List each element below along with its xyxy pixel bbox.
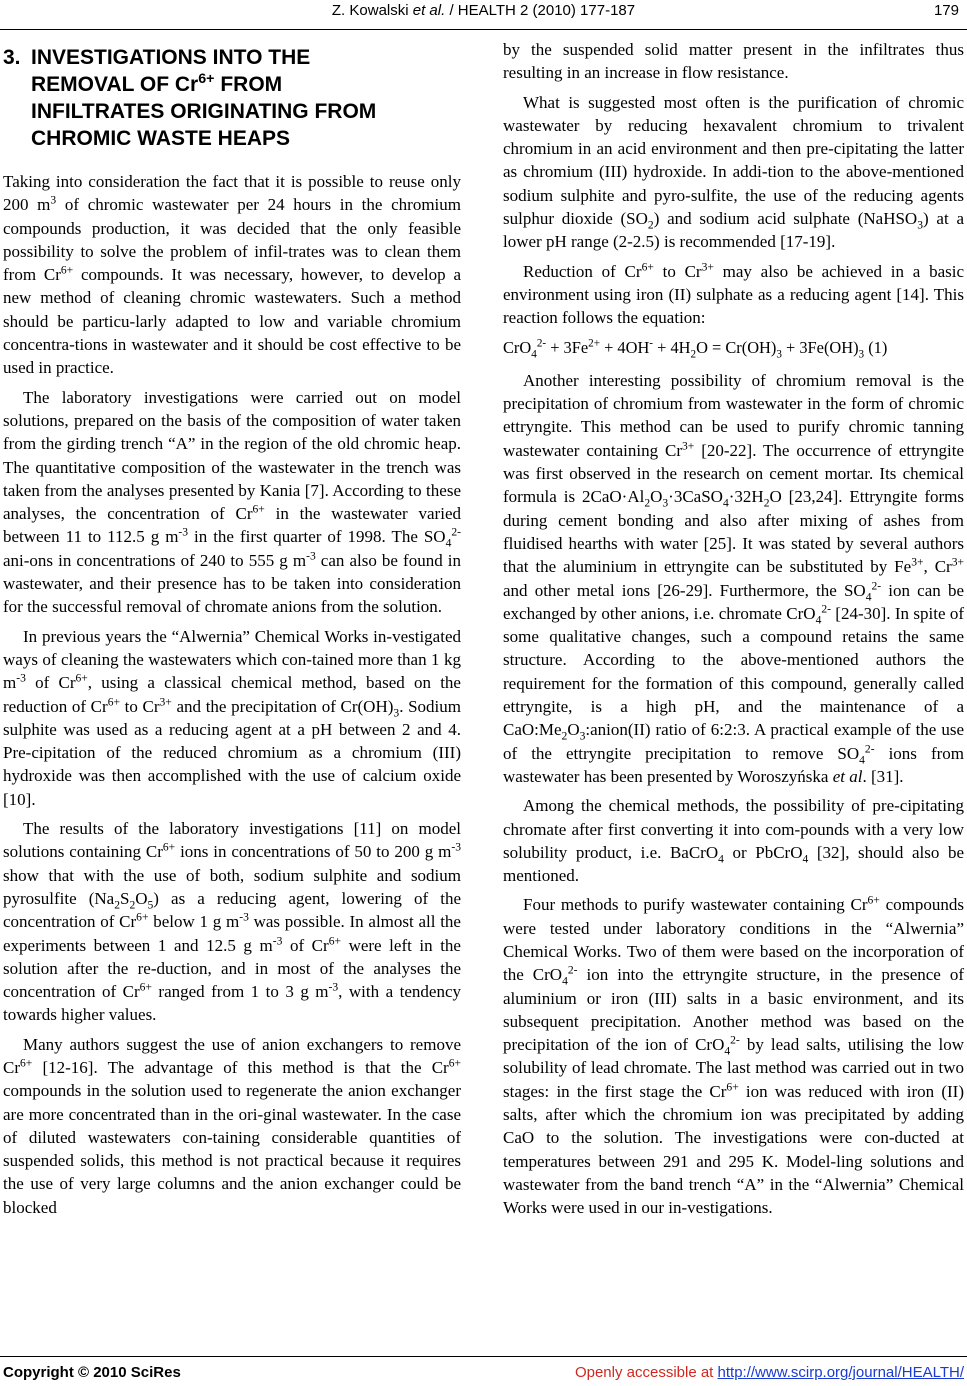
superscript: 3 — [50, 193, 57, 207]
paragraph — [503, 91, 964, 254]
subscript: 4 — [815, 613, 822, 627]
subscript: 4 — [724, 1044, 731, 1058]
text: by lead salts, utilising the low solubility of lead chromate. The last method was carried out in two stages: in the first stage the Cr — [503, 1035, 964, 1101]
paragraph — [3, 625, 461, 811]
paragraph — [503, 893, 964, 1219]
text: Among the chemical methods, the possibility of pre-cipitating chromate after first converting it into com-pounds with a very low solubility product, i.e. BaCrO — [503, 796, 964, 862]
subscript: 3 — [662, 496, 669, 510]
text: can also be found in wastewater, and their presence has to be taken into consideration for the successful removal of chromate anions from the solution. — [3, 550, 461, 617]
subscript: 3 — [393, 705, 400, 719]
text: O — [135, 888, 148, 908]
superscript: 6+ — [20, 1056, 33, 1070]
superscript: 2- — [821, 602, 831, 616]
text: compounds. It was necessary, however, to develop a new method of cleaning chromic wastewaters. Such a method should be particu-larly adapted to low and variable chromium concentra-tions in wastewater and it should be cost effective to be used in practice. — [3, 265, 461, 378]
text: of Cr — [282, 935, 329, 955]
right-column — [503, 38, 964, 1226]
paragraph — [3, 1033, 461, 1219]
superscript: -3 — [306, 549, 316, 563]
text: :anion(II) ratio of 6:2:3. A practical example of the use of the ettryngite precipitation to remove SO — [503, 720, 964, 763]
superscript: 6+ — [198, 71, 215, 87]
text: or PbCrO — [723, 842, 803, 862]
journal-citation: / HEALTH 2 (2010) 177-187 — [445, 2, 636, 19]
text: of chromic wastewater per 24 hours in the chromium compounds production, it was decided that the only feasible possibility to solve the problem of infil-trates was to clean them from Cr — [3, 195, 461, 285]
superscript: 2+ — [588, 337, 600, 350]
superscript: 6+ — [107, 694, 120, 708]
superscript: 6+ — [136, 910, 149, 924]
section-number: 3. — [3, 46, 21, 69]
superscript: 2- — [536, 337, 547, 350]
text: by the suspended solid matter present in the infiltrates thus resulting in an increase in flow resistance. — [503, 40, 964, 83]
text: What is suggested most often is the purification of chromic wastewater by reducing hexavalent chromium to trivalent chromium in an acid environment and then pre-cipitating the latter as chromium (III) hydroxide. In addi-tion to the above-mentioned sodium sulphite and pyro-sulfite, the use of the reducing agents sulphur dioxide (SO — [503, 92, 964, 229]
text: O — [650, 487, 663, 507]
superscript: 2- — [730, 1033, 740, 1047]
header-divider — [0, 29, 967, 30]
text: in the wastewater varied between 11 to 112.5 g m — [3, 504, 461, 547]
text: + 3Fe — [546, 337, 589, 357]
subscript: 2 — [129, 898, 136, 912]
subscript: 2 — [647, 218, 654, 232]
text: The laboratory investigations were carried out on model solutions, prepared on the basis of the composition of water taken from the girding trench “A” in the region of the old chromic heap. The quantitative composition of the wastewater in the trench was taken from the analyses presented by Kania [7]. According to these analyses, the concentration of Cr — [3, 387, 461, 524]
running-header-citation — [0, 2, 967, 19]
text: [24-30]. In spite of some qualitative changes, such a compound retains the same structure. According to the above-mentioned authors the requirement for the formation of this compound, generally called ettryngite, is a high pH, and the maintenance of a CaO:Me — [503, 603, 964, 740]
left-column — [3, 40, 461, 1225]
text: + 4OH — [599, 337, 650, 357]
superscript: -3 — [272, 933, 283, 947]
text: to Cr — [119, 696, 160, 716]
superscript: 2- — [567, 963, 578, 977]
superscript: 6+ — [60, 263, 74, 277]
text: may also be achieved in a basic environment using iron (II) sulphate as a reducing agent [14]. This reaction follows the equation: — [503, 261, 964, 328]
superscript: 3+ — [911, 555, 924, 569]
authors: Z. Kowalski — [331, 2, 413, 19]
section-title-text: INVESTIGATIONS INTO THE — [31, 46, 311, 69]
equation-number: (1) — [864, 337, 888, 357]
text: below 1 g m — [148, 912, 240, 932]
paragraph — [503, 38, 964, 85]
text: Taking into consideration the fact that it is possible to reuse only 200 m — [3, 172, 461, 215]
superscript: 3+ — [951, 555, 964, 569]
subscript: 4 — [445, 536, 452, 550]
superscript: 3+ — [701, 260, 714, 274]
subscript: 2 — [763, 496, 770, 510]
text: S — [119, 888, 130, 908]
text: to Cr — [653, 261, 702, 281]
superscript: -3 — [178, 525, 189, 539]
text: [20-22]. The occurrence of ettryngite was first observed in the research on cement mortar. Its chemical formula is 2CaO·Al — [503, 440, 964, 507]
superscript: 6+ — [75, 671, 88, 685]
text: and other metal ions [26-29]. Furthermore, the SO — [503, 580, 866, 600]
text: in the first quarter of 1998. The SO — [188, 527, 446, 547]
text: ion into the ettryngite structure, in the presence of aluminium or iron (III) salts in a basic environment, and its subsequent precipitation. Another method was based on the precipitation of the ion of CrO — [503, 965, 965, 1055]
paragraph — [503, 369, 964, 788]
text: ranged from 1 to 3 g m — [151, 982, 329, 1002]
page-footer — [0, 1360, 967, 1386]
text: O [23,24]. Ettryngite forms during cement bonding and also after mixing of ashes from fluidised hearths with water [25]. It was stated by several authors that the aluminium in ettryngite can be substituted by Fe — [503, 487, 964, 577]
text: . Sodium sulphite was used as a reducing agent at a pH between 2 and 4. Pre-cipitation of the reduced chromium as a chromium (III) hydroxide was then accomplished with the use of calcium oxide [10]. — [3, 696, 461, 809]
superscript: 2- — [864, 741, 875, 755]
superscript: -3 — [451, 840, 461, 854]
text: and the precipitation of Cr(OH) — [171, 696, 394, 716]
journal-link[interactable]: http://www.scirp.org/journal/HEALTH/ — [717, 1364, 964, 1381]
equation-1 — [503, 336, 964, 359]
text: , Cr — [923, 557, 952, 577]
text: The results of the laboratory investigations [11] on model solutions containing Cr — [3, 819, 461, 862]
text: compounds in the solution used to regenerate the anion exchanger are more concentrated than in the ori-ginal wastewater. In the case of diluted wastewaters con-taining considerable quantities of suspended solids, this method is not practical because it requires the use of very large columns and the anion exchanger could be blocked — [3, 1081, 461, 1217]
section-title-text: REMOVAL OF Cr — [31, 73, 199, 96]
subscript: 4 — [722, 496, 729, 510]
footer-divider — [0, 1356, 967, 1357]
paragraph — [503, 260, 964, 330]
section-heading-line-1 — [3, 44, 461, 71]
section-heading — [3, 44, 461, 152]
text: show that with the use of both, sodium sulphite and sodium pyrosulfite (Na — [3, 865, 461, 908]
subscript: 2 — [114, 898, 120, 912]
superscript: 6+ — [726, 1080, 739, 1094]
text: [12-16]. The advantage of this method is that the Cr — [32, 1057, 449, 1077]
superscript: -3 — [328, 980, 339, 994]
text: ·3CaSO — [668, 487, 723, 507]
text: ion can be exchanged by other anions, i.e. chromate CrO — [503, 580, 964, 623]
open-access-notice — [575, 1364, 964, 1381]
text: ) and sodium acid sulphate (NaHSO — [653, 209, 918, 229]
text: ·32H — [728, 487, 764, 507]
text: + 4H — [653, 337, 691, 357]
superscript: 6+ — [162, 840, 176, 854]
paragraph — [3, 170, 461, 380]
text: ) as a reducing agent, lowering of the concentration of Cr — [3, 888, 461, 932]
subscript: 2 — [644, 496, 651, 510]
text: compounds were tested under laboratory conditions in the “Alwernia” Chemical Works. Two of them were based on the incorporation of the CrO — [503, 895, 964, 985]
subscript: 3 — [776, 347, 782, 360]
text: ions from wastewater has been presented by Woroszyńska — [503, 743, 965, 786]
superscript: 6+ — [641, 260, 654, 274]
text: In previous years the “Alwernia” Chemical Works in-vestigated ways of cleaning the wastewaters which con-tained more than 1 kg m — [3, 626, 461, 693]
text: [32], should also be mentioned. — [503, 842, 964, 886]
superscript: - — [649, 337, 654, 350]
superscript: 2- — [871, 578, 882, 592]
text: ) at a lower pH range (2-2.5) is recommended [17-19]. — [503, 209, 964, 252]
paragraph — [3, 386, 461, 619]
text: , using a classical chemical method, based on the reduction of Cr — [3, 673, 461, 716]
running-header — [0, 0, 967, 32]
page-number: 179 — [933, 2, 959, 19]
subscript: 4 — [865, 589, 872, 603]
subscript: 4 — [531, 347, 537, 360]
superscript: 3+ — [159, 694, 172, 708]
superscript: 6+ — [448, 1056, 461, 1070]
superscript: 6+ — [867, 893, 880, 907]
text: . [31]. — [862, 766, 904, 786]
superscript: 3+ — [682, 439, 695, 453]
subscript: 4 — [802, 852, 809, 866]
section-heading-line-4: CHROMIC WASTE HEAPS — [31, 127, 291, 150]
subscript: 4 — [562, 974, 568, 988]
subscript: 4 — [859, 753, 865, 766]
superscript: 2- — [451, 525, 461, 539]
text: Another interesting possibility of chromium removal is the precipitation of chromium from wastewater in the form of chromic ettryngite. This method can be used to purify chromic tanning wastewater containing Cr — [503, 370, 964, 460]
text: O = Cr(OH) — [696, 337, 777, 357]
text: Four methods to purify wastewater containing Cr — [523, 895, 868, 915]
subscript: 3 — [917, 218, 923, 232]
access-text: Openly accessible at — [574, 1364, 718, 1381]
italic-text: et al — [832, 766, 863, 786]
text: ani-ons in concentrations of 240 to 555 g m — [3, 550, 307, 570]
superscript: 6+ — [139, 980, 152, 994]
text: were left in the solution after the re-duction, and in most of the analyses the concentration of Cr — [3, 935, 461, 1002]
subscript: 3 — [579, 729, 586, 743]
text: Reduction of Cr — [523, 261, 642, 281]
text: + 3Fe(OH) — [781, 337, 859, 357]
section-title-text: FROM — [214, 73, 283, 96]
subscript: 3 — [858, 347, 865, 360]
subscript: 5 — [147, 898, 154, 912]
et-al: et al. — [412, 2, 446, 19]
section-heading-line-2 — [3, 71, 461, 98]
text: , with a tendency towards higher values. — [3, 982, 461, 1025]
subscript: 4 — [718, 852, 724, 866]
text: of Cr — [25, 673, 76, 693]
paragraph — [503, 794, 964, 887]
text: was possible. In almost all the experiments between 1 and 12.5 g m — [3, 912, 461, 955]
section-heading-line-3: INFILTRATES ORIGINATING FROM — [31, 100, 377, 123]
superscript: -3 — [239, 910, 249, 924]
text: ions in concentrations of 50 to 200 g m — [175, 842, 452, 862]
subscript: 2 — [690, 347, 697, 360]
text: Many authors suggest the use of anion exchangers to remove Cr — [3, 1034, 461, 1077]
paragraph — [3, 817, 461, 1027]
text: O — [567, 720, 580, 740]
text: CrO — [503, 337, 532, 357]
text: ion was reduced with iron (II) salts, after which the chromium ion was precipitated by adding CaO to the solution. The investigations were con-ducted at temperatures between 291 and 295 K. Model-ling solutions and wastewater from the band trench “A” in the “Alwernia” Chemical Works were used in our in-vestigations. — [503, 1081, 964, 1218]
superscript: 6+ — [328, 933, 341, 947]
subscript: 2 — [561, 729, 568, 743]
superscript: 6+ — [252, 502, 265, 516]
copyright-notice: Copyright © 2010 SciRes — [3, 1364, 181, 1381]
superscript: -3 — [16, 671, 26, 685]
